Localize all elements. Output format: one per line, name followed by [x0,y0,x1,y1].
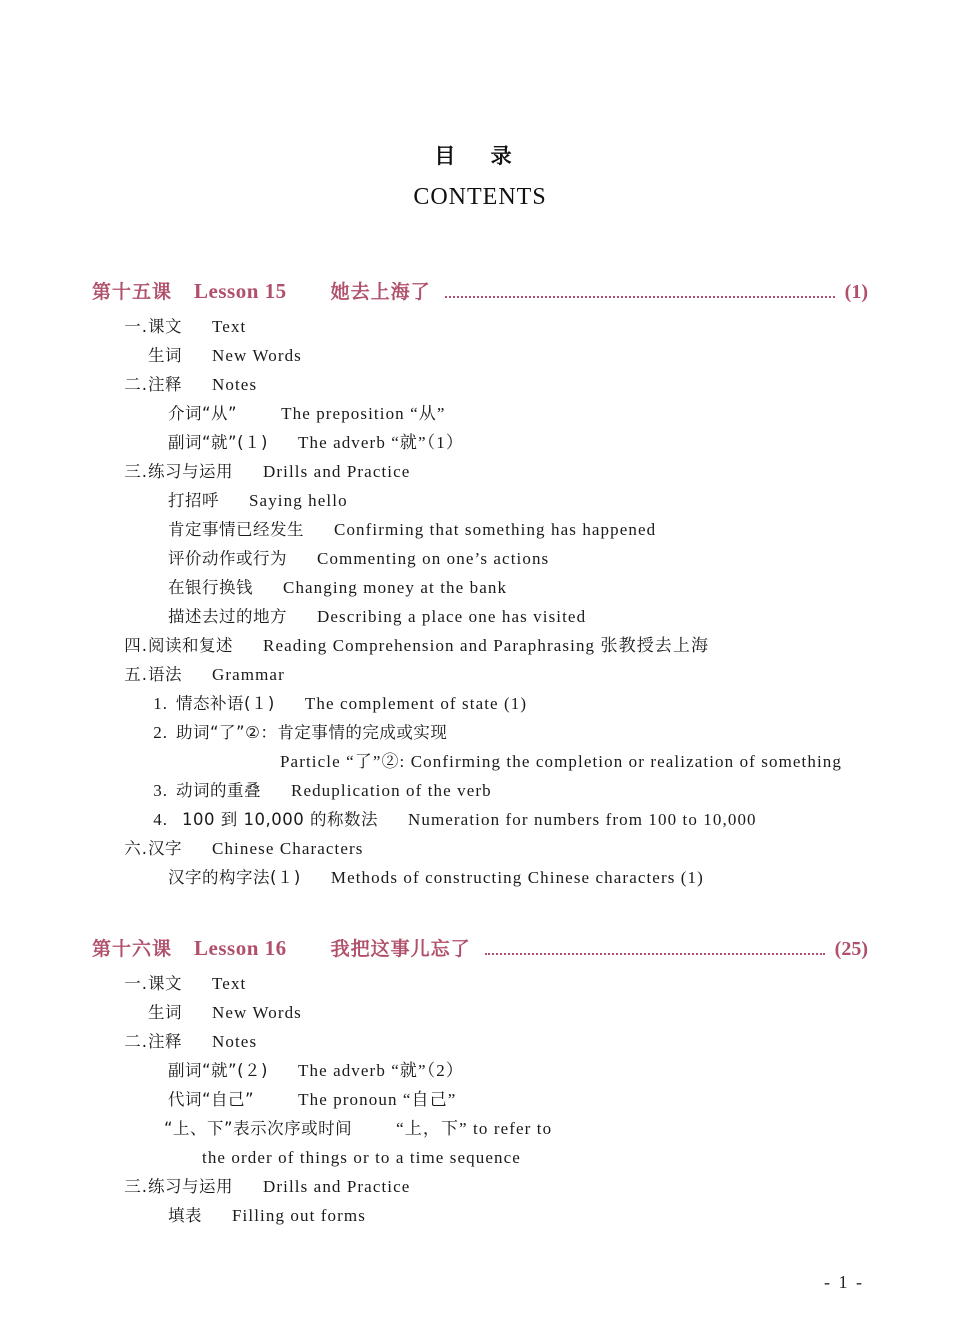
leader-dots [445,295,835,298]
entry-cn: 填表 [168,1206,202,1225]
lesson-section-16 [0,934,960,1230]
lesson-cn-number: 第十六课 [92,938,173,960]
entry-cn: 介词“从” [168,404,238,423]
entry-marker: 二. [124,1032,148,1051]
lesson-page-number: (25) [834,938,868,960]
list-item[interactable] [92,805,900,834]
entry-marker: 四. [124,636,148,655]
list-item[interactable] [92,689,900,718]
entry-cn: 阅读和复述 [148,636,233,655]
lesson-15-entries [92,312,900,892]
list-item[interactable] [92,1027,900,1056]
lesson-title-cn: 我把这事儿忘了 [330,938,471,960]
list-item[interactable] [92,1201,900,1230]
entry-en: Numeration for numbers from 100 to 10,000 [407,810,757,829]
entry-en: New Words [212,1003,302,1022]
entry-en: Methods of constructing Chinese characters (1) [330,868,704,887]
entry-cn: 课文 [148,317,182,336]
entry-en: the order of things or to a time sequence [202,1148,521,1167]
entry-marker: 1. [153,694,168,713]
entry-cn: 课文 [148,974,182,993]
entry-marker: 三. [124,1177,148,1196]
entry-cn: 描述去过的地方 [168,607,287,626]
entry-marker: 三. [124,462,148,481]
entry-cn: 副词“就”(２) [168,1061,268,1080]
list-item[interactable] [92,1056,900,1085]
entry-en: Filling out forms [232,1206,366,1225]
list-item[interactable] [92,312,900,341]
list-item[interactable] [92,863,900,892]
entry-cn: 打招呼 [168,491,219,510]
entry-en: Reduplication of the verb [291,781,492,800]
entry-cn: 练习与运用 [148,462,233,481]
list-item[interactable] [92,718,900,747]
lesson-en-number: Lesson 15 [194,279,287,303]
list-item[interactable] [92,776,900,805]
entry-cn: 语法 [148,665,182,684]
entry-cn: 动词的重叠 [176,781,261,800]
list-item[interactable] [92,515,900,544]
entry-en: Chinese Characters [212,839,364,858]
list-item[interactable] [92,998,900,1027]
list-item[interactable] [92,660,900,689]
entry-en: Drills and Practice [263,462,411,481]
list-item[interactable] [92,602,900,631]
lesson-16-entries [92,969,900,1230]
entry-marker: 二. [124,375,148,394]
list-item[interactable] [92,1085,900,1114]
list-item[interactable] [92,486,900,515]
lesson-en-number: Lesson 16 [194,936,287,960]
entry-en: The pronoun “自己” [298,1090,457,1109]
entry-cn: 评价动作或行为 [168,549,287,568]
entry-en: Drills and Practice [263,1177,411,1196]
list-item[interactable] [92,370,900,399]
entry-en: The adverb “就”（2） [297,1061,464,1080]
list-item[interactable] [92,399,900,428]
entry-en: Saying hello [249,491,348,510]
entry-en: The preposition “从” [281,404,446,423]
page-folio: - 1 - [824,1272,864,1292]
list-item[interactable] [92,969,900,998]
lesson-cn-number: 第十五课 [92,281,173,303]
entry-cn: 生词 [148,346,182,365]
entry-marker: 一. [124,317,148,336]
leader-dots [485,952,825,955]
list-item[interactable] [92,573,900,602]
entry-cn: “上、下”表示次序或时间 [164,1119,353,1138]
entry-en: Describing a place one has visited [317,607,587,626]
entry-cn: 练习与运用 [148,1177,233,1196]
entry-cn: 肯定事情已经发生 [168,520,304,539]
entry-en: Confirming that something has happened [334,520,657,539]
entry-en: The complement of state (1) [304,694,528,713]
lesson-section-15 [0,277,960,892]
entry-cn: 代词“自己” [168,1090,255,1109]
entry-cn: 助词“了”②：肯定事情的完成或实现 [176,723,448,742]
entry-cn: 副词“就”(１) [168,433,268,452]
entry-en: Reading Comprehension and Paraphrasing 张教授去上海 [263,636,710,655]
list-item[interactable] [92,834,900,863]
list-item[interactable] [92,341,900,370]
entry-cn: 100 到 10,000 的称数法 [182,810,378,829]
entry-cn: 在银行换钱 [168,578,253,597]
entry-marker: 五. [124,665,148,684]
list-item[interactable] [92,1143,900,1172]
entry-en: Text [212,974,247,993]
entry-en: Notes [212,375,258,394]
entry-marker: 一. [124,974,148,993]
entry-en: Commenting on one’s actions [317,549,550,568]
entry-en: Particle “了”②: Confirming the completion or realization of something [280,752,843,771]
entry-cn: 生词 [148,1003,182,1022]
entry-en: Text [212,317,247,336]
list-item[interactable] [92,1114,900,1143]
list-item[interactable] [92,747,900,776]
lesson-page-number: (1) [844,281,868,303]
list-item[interactable] [92,428,900,457]
lesson-title-cn: 她去上海了 [330,281,431,303]
entry-en: Changing money at the bank [283,578,508,597]
list-item[interactable] [92,544,900,573]
entry-cn: 汉字的构字法(１) [168,868,301,887]
entry-cn: 汉字 [148,839,182,858]
lesson-header-15[interactable] [92,277,868,304]
entry-marker: 4. [153,810,168,829]
list-item[interactable] [92,1172,900,1201]
entry-marker: 3. [153,781,168,800]
entry-cn: 注释 [148,375,182,394]
entry-marker: 六. [124,839,148,858]
entry-en: New Words [212,346,302,365]
entry-cn: 情态补语(１) [176,694,275,713]
page-title-cn: 目 录 [434,144,526,168]
list-item[interactable] [92,631,900,660]
lesson-header-16[interactable] [92,934,868,961]
list-item[interactable] [92,457,900,486]
entry-cn: 注释 [148,1032,182,1051]
entry-marker: 2. [153,723,168,742]
entry-en: Grammar [212,665,285,684]
entry-en: Notes [212,1032,258,1051]
entry-en: “上，下” to refer to [396,1119,553,1138]
page-title-en: CONTENTS [413,184,547,210]
entry-en: The adverb “就”（1） [297,433,464,452]
